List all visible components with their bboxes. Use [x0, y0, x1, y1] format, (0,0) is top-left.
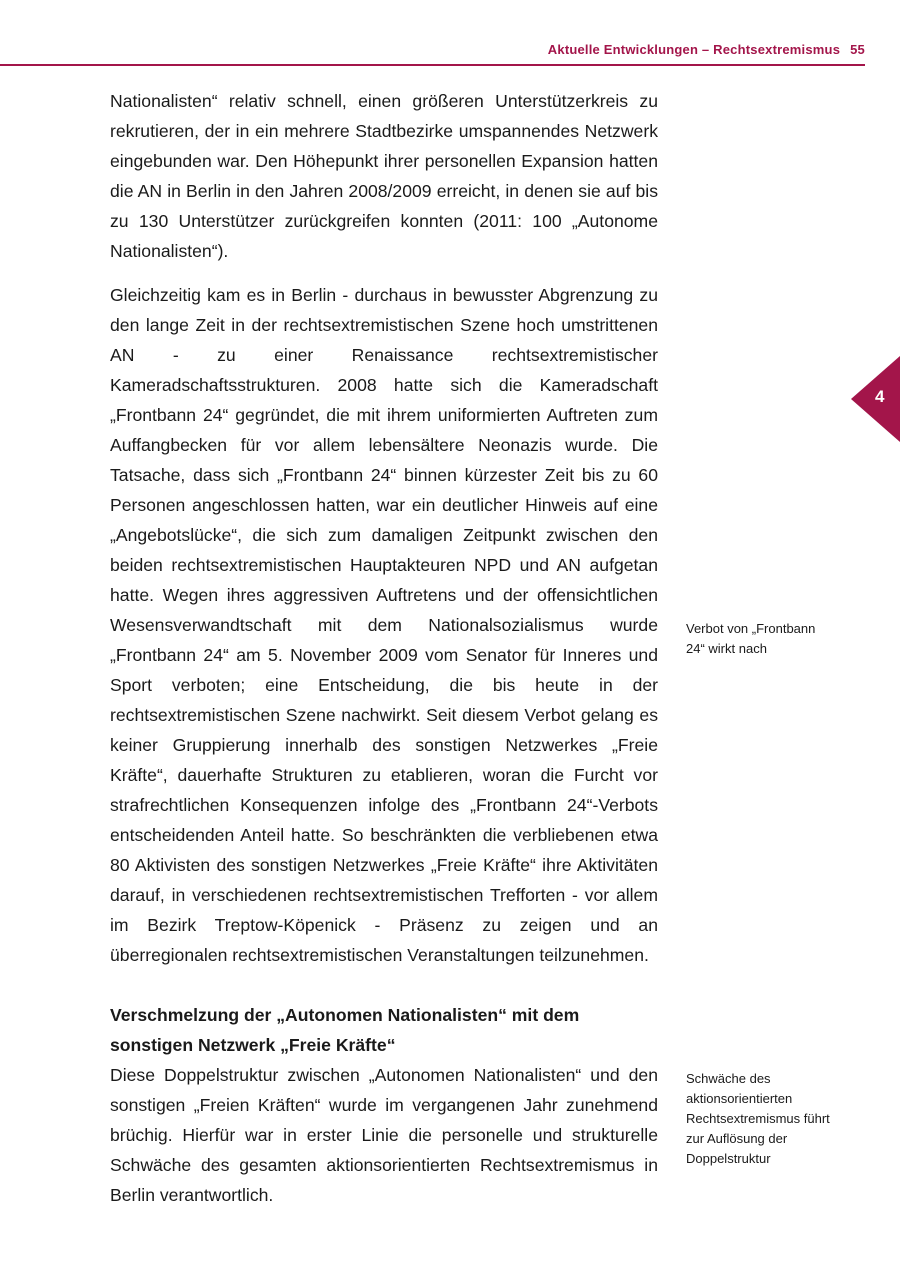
header-title: Aktuelle Entwicklungen – Rechtsextremismus	[547, 42, 841, 57]
chapter-number: 4	[875, 387, 885, 406]
chapter-tab	[851, 356, 900, 442]
paragraph-1: Nationalisten“ relativ schnell, einen größeren Unterstützerkreis zu rekrutieren, der in ein mehrere Stadtbezirke umspannendes Netzwerk eingebunden war. Den Höhepunkt ihrer personellen Expansion hatten die AN in Berlin in den Jahren 2008/2009 erreicht, in denen sie auf bis zu 130 Unterstützer zurückgreifen konnten (2011: 100 „Autonome Nationalisten“).	[110, 91, 658, 261]
paragraph-2: Gleichzeitig kam es in Berlin - durchaus in bewusster Abgrenzung zu den lange Zeit in der rechtsextremistischen Szene hoch umstrittenen AN - zu einer Renaissance rechtsextremistischer Kameradschaftsstrukturen. 2008 hatte sich die Kameradschaft „Frontbann 24“ gegründet, die mit ihrem uniformierten Auftreten zum Auffangbecken für vor allem lebensältere Neonazis wurde. Die Tatsache, dass sich „Frontbann 24“ binnen kürzester Zeit bis zu 60 Personen angeschlossen hatten, war ein deutlicher Hinweis auf eine „Angebotslücke“, die sich zum damaligen Zeitpunkt zwischen den beiden rechtsextremistischen Hauptakteuren NPD und AN aufgetan hatte. Wegen ihres aggressiven Auftretens und der offensichtlichen Wesensverwandtschaft mit dem Nationalsozialismus wurde „Frontbann 24“ am 5. November 2009 vom Senator für Inneres und Sport verboten; eine Entscheidung, die bis heute in der rechtsextremistischen Szene nachwirkt. Seit diesem Verbot gelang es keiner Gruppierung innerhalb des sonstigen Netzwerkes „Freie Kräfte“, dauerhafte Strukturen zu etablieren, woran die Furcht vor strafrechtlichen Konsequenzen infolge des „Frontbann 24“-Verbots entscheidenden Anteil hatte. So beschränkten die verbliebenen etwa 80 Aktivisten des sonstigen Netzwerkes „Freie Kräfte“ ihre Aktivitäten darauf, in verschiedenen rechtsextremistischen Trefforten - vor allem im Bezirk Treptow-Köpenick - Präsenz zu zeigen und an überregionalen rechtsextremistischen Veranstaltungen teilzunehmen.	[110, 285, 658, 965]
header-text	[548, 42, 865, 57]
running-header	[0, 38, 865, 66]
main-text	[110, 86, 658, 1210]
section-heading: Verschmelzung der „Autonomen Nationalisten“ mit dem sonstigen Netzwerk „Freie Kräfte“	[110, 1005, 580, 1055]
page-number: 55	[850, 42, 865, 57]
margin-note-2: Schwäche des aktionsorientierten Rechtsextremismus führt zur Auflösung der Doppelstruktur	[686, 1071, 830, 1166]
paragraph-3: Diese Doppelstruktur zwischen „Autonomen Nationalisten“ und den sonstigen „Freien Kräften“ wurde im vergangenen Jahr zunehmend brüchig. Hierfür war in erster Linie die personelle und strukturelle Schwäche des gesamten aktionsorientierten Rechtsextremismus in Berlin verantwortlich.	[110, 1065, 658, 1205]
margin-note-1: Verbot von „Frontbann 24“ wirkt nach	[686, 621, 816, 656]
